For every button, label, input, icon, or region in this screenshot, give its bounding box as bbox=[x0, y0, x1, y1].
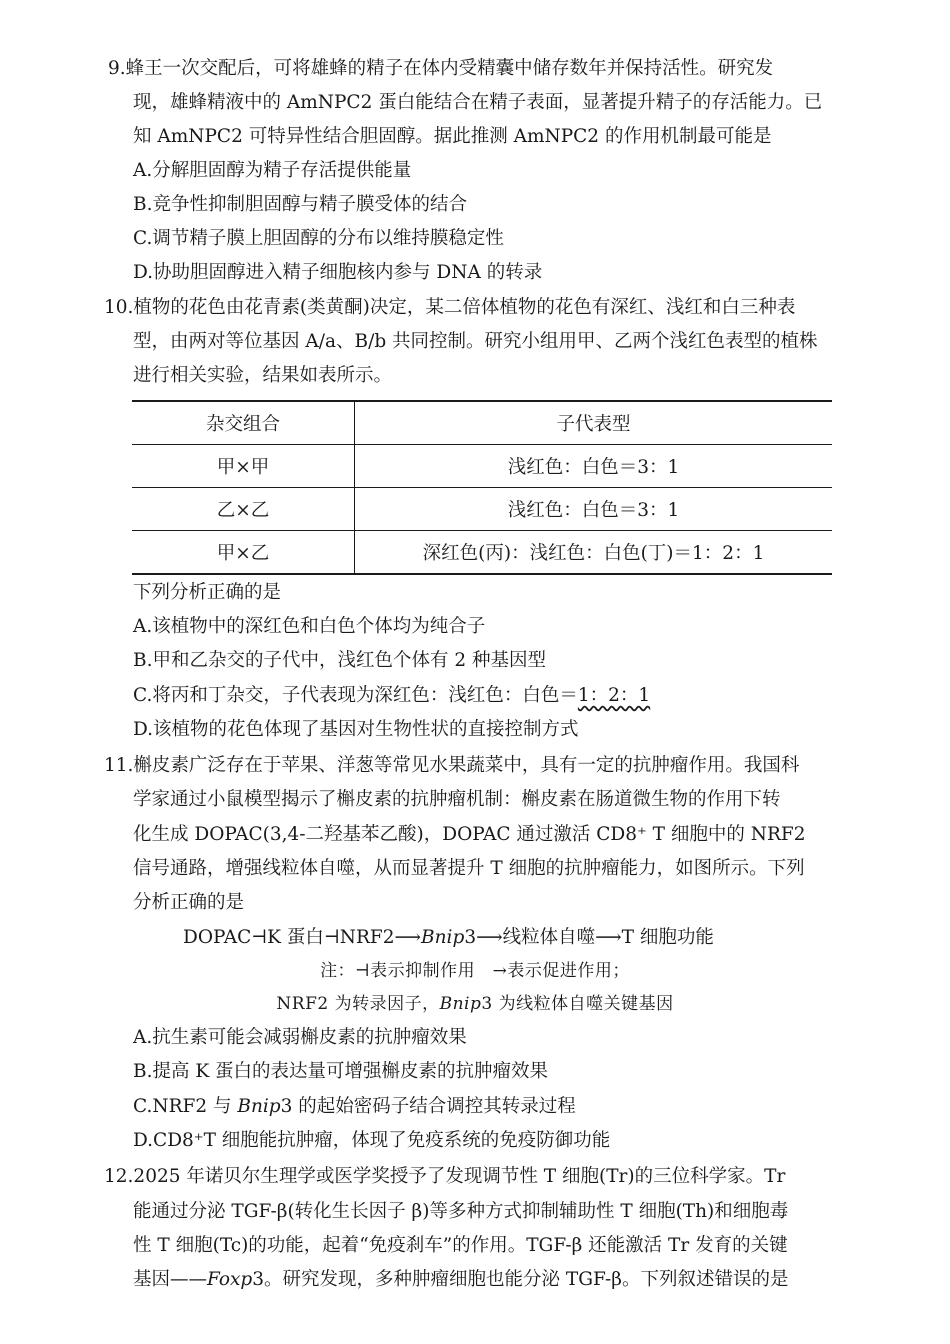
table-cell: 深红色(丙)：浅红色：白色(丁)＝1：2：1 bbox=[355, 531, 833, 575]
q11-option-d: D.CD8⁺T 细胞能抗肿瘤，体现了免疫系统的免疫防御功能 bbox=[133, 1130, 611, 1151]
q10-stem-line-3: 进行相关实验，结果如表所示。 bbox=[133, 365, 393, 386]
table-row bbox=[132, 445, 832, 488]
q9-option-d: D.协助胆固醇进入精子细胞核内参与 DNA 的转录 bbox=[133, 262, 543, 283]
table-header-offspring: 子代表型 bbox=[355, 401, 833, 445]
q11-option-c-post: 3 的起始密码子结合调控其转录过程 bbox=[280, 1096, 576, 1117]
q9-option-c: C.调节精子膜上胆固醇的分布以维持膜稳定性 bbox=[133, 228, 504, 249]
table-row bbox=[132, 488, 832, 531]
q10-stem-line-2: 型，由两对等位基因 A/a、B/b 共同控制。研究小组用甲、乙两个浅红色表型的植株 bbox=[133, 331, 818, 352]
q11-option-c-pre: C.NRF2 与 bbox=[133, 1096, 238, 1117]
pathway-note-2-pre: NRF2 为转录因子， bbox=[276, 994, 440, 1014]
pathway-pre: DOPAC⊣K 蛋白⊣NRF2⟶ bbox=[183, 927, 422, 948]
q9-stem-line-1: 9.蜂王一次交配后，可将雄蜂的精子在体内受精囊中储存数年并保持活性。研究发 bbox=[108, 58, 774, 79]
table-cell: 乙×乙 bbox=[132, 488, 355, 531]
pathway-gene-num: 3 bbox=[464, 927, 477, 948]
q11-stem-line-1: 11.槲皮素广泛存在于苹果、洋葱等常见水果蔬菜中，具有一定的抗肿瘤作用。我国科 bbox=[104, 755, 800, 776]
q12-gene: Foxp bbox=[207, 1269, 253, 1290]
q10-option-a: A.该植物中的深红色和白色个体均为纯合子 bbox=[133, 616, 486, 637]
q9-option-a: A.分解胆固醇为精子存活提供能量 bbox=[133, 160, 412, 181]
pathway-note-2 bbox=[0, 991, 950, 1017]
q12-stem-line-3: 性 T 细胞(Tc)的功能，起着“免疫刹车”的作用。TGF-β 还能激活 Tr 发育的关键 bbox=[133, 1235, 788, 1256]
q11-option-c bbox=[133, 1094, 576, 1120]
pathway-note-2-post: 3 为线粒体自噬关键基因 bbox=[481, 994, 674, 1014]
q12-stem-tail: 3。研究发现，多种肿瘤细胞也能分泌 TGF-β。下列叙述错误的是 bbox=[252, 1269, 789, 1290]
q11-stem-line-4: 信号通路，增强线粒体自噬，从而显著提升 T 细胞的抗肿瘤能力，如图所示。下列 bbox=[133, 858, 805, 879]
q9-stem-line-2: 现，雄蜂精液中的 AmNPC2 蛋白能结合在精子表面，显著提升精子的存活能力。已 bbox=[133, 92, 823, 113]
pathway-note-2-gene: Bnip bbox=[439, 994, 482, 1014]
q10-option-b: B.甲和乙杂交的子代中，浅红色个体有 2 种基因型 bbox=[133, 650, 547, 671]
q12-stem-line-1: 12.2025 年诺贝尔生理学或医学奖授予了发现调节性 T 细胞(Tr)的三位科学家。Tr bbox=[104, 1166, 786, 1187]
q10-option-d: D.该植物的花色体现了基因对生物性状的直接控制方式 bbox=[133, 719, 579, 740]
q11-option-a: A.抗生素可能会减弱槲皮素的抗肿瘤效果 bbox=[133, 1027, 467, 1048]
q12-stem-line-4-pre: 基因—— bbox=[133, 1269, 208, 1290]
table-header-cross: 杂交组合 bbox=[132, 401, 355, 445]
q11-stem-line-5: 分析正确的是 bbox=[133, 892, 245, 913]
q11-option-c-gene: Bnip bbox=[237, 1096, 281, 1117]
q10-option-c-ratio: 1：2：1 bbox=[577, 685, 651, 706]
q11-option-b: B.提高 K 蛋白的表达量可增强槲皮素的抗肿瘤效果 bbox=[133, 1061, 549, 1082]
table-cell: 浅红色：白色＝3：1 bbox=[355, 488, 833, 531]
q10-prompt: 下列分析正确的是 bbox=[133, 582, 282, 603]
q11-stem-line-3: 化生成 DOPAC(3,4-二羟基苯乙酸)，DOPAC 通过激活 CD8⁺ T 细胞中的 NRF2 bbox=[133, 824, 806, 845]
table-header-row bbox=[132, 401, 832, 445]
q12-stem-line-2: 能通过分泌 TGF-β(转化生长因子 β)等多种方式抑制辅助性 T 细胞(Th)和细胞毒 bbox=[133, 1201, 789, 1222]
q12-stem-line-4 bbox=[133, 1267, 789, 1293]
table-row bbox=[132, 531, 832, 575]
q9-stem-line-3: 知 AmNPC2 可特异性结合胆固醇。据此推测 AmNPC2 的作用机制最可能是 bbox=[133, 126, 772, 147]
q11-stem-line-2: 学家通过小鼠模型揭示了槲皮素的抗肿瘤机制：槲皮素在肠道微生物的作用下转 bbox=[133, 789, 781, 810]
q10-option-c-text: C.将丙和丁杂交，子代表现为深红色：浅红色：白色＝ bbox=[133, 685, 578, 706]
q9-option-b: B.竞争性抑制胆固醇与精子膜受体的结合 bbox=[133, 194, 467, 215]
table-cell: 浅红色：白色＝3：1 bbox=[355, 445, 833, 488]
cross-results-table bbox=[132, 400, 832, 575]
table-cell: 甲×甲 bbox=[132, 445, 355, 488]
pathway-post: ⟶线粒体自噬⟶T 细胞功能 bbox=[476, 927, 714, 948]
q10-stem-line-1: 10.植物的花色由花青素(类黄酮)决定，某二倍体植物的花色有深红、浅红和白三种表 bbox=[104, 297, 796, 318]
pathway-diagram bbox=[183, 925, 714, 951]
table-cell: 甲×乙 bbox=[132, 531, 355, 575]
pathway-note-1: 注：⊣表示抑制作用 →表示促进作用； bbox=[320, 961, 630, 981]
q10-option-c bbox=[133, 683, 650, 709]
pathway-gene: Bnip bbox=[421, 927, 465, 948]
